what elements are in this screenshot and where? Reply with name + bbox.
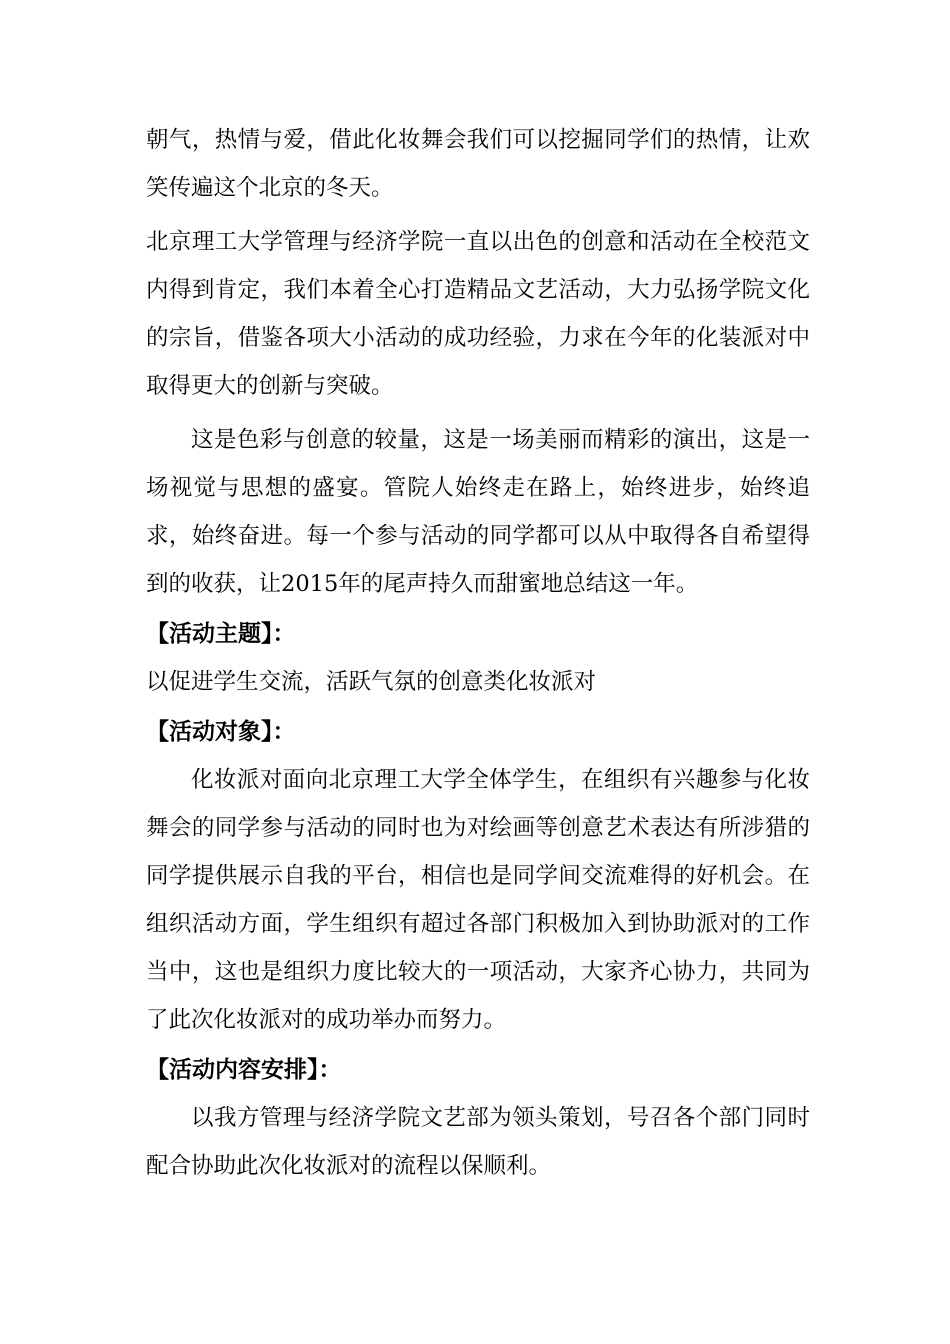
audience-body: 化妆派对面向北京理工大学全体学生，在组织有兴趣参与化妆舞会的同学参与活动的同时也为对绘画等创意艺术表达有所涉猎的同学提供展示自我的平台，相信也是同学间交流难得的好机会。在组织活动方面，学生组织有超过各部门积极加入到协助派对的工作当中，这也是组织力度比较大的一项活动，大家齐心协力，共同为了此次化妆派对的成功举办而努力。 [146, 767, 810, 1033]
intro-paragraph-continued: 朝气，热情与爱，借此化妆舞会我们可以挖掘同学们的热情，让欢笑传遍这个北京的冬天。 [146, 127, 810, 201]
college-paragraph: 北京理工大学管理与经济学院一直以出色的创意和活动在全校范文内得到肯定，我们本着全心打造精品文艺活动，大力弘扬学院文化的宗旨，借鉴各项大小活动的成功经验，力求在今年的化装派对中取得更大的创新与突破。 [146, 229, 810, 399]
content-body: 以我方管理与经济学院文艺部为领头策划，号召各个部门同时配合协助此次化妆派对的流程以保顺利。 [146, 1105, 810, 1179]
theme-body: 以促进学生交流，活跃气氛的创意类化妆派对 [146, 669, 597, 695]
audience-heading: 【活动对象】： [146, 719, 296, 745]
document-page [146, 116, 810, 1190]
theme-heading: 【活动主题】： [146, 621, 296, 647]
content-heading: 【活动内容安排】： [146, 1057, 342, 1083]
vision-paragraph: 这是色彩与创意的较量，这是一场美丽而精彩的演出，这是一场视觉与思想的盛宴。管院人始终走在路上，始终进步，始终追求，始终奋进。每一个参与活动的同学都可以从中取得各自希望得到的收获，让2015年的尾声持久而甜蜜地总结这一年。 [146, 427, 810, 597]
